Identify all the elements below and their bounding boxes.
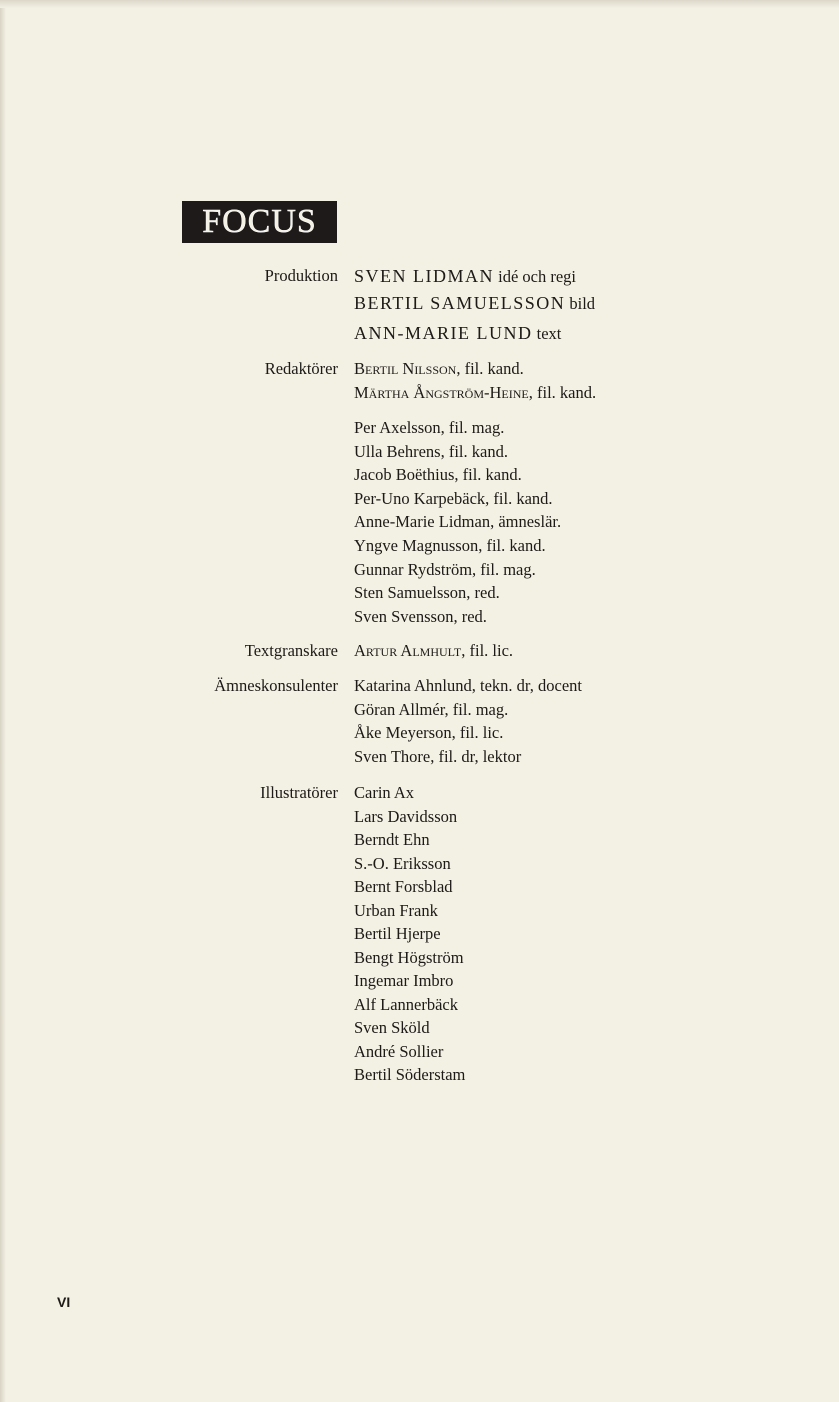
- section-label: Illustratörer: [260, 783, 338, 802]
- person-name: Åke Meyerson, fil. lic.: [354, 723, 504, 743]
- illustrator-row: [0, 875, 839, 899]
- person-name: Bertil Hjerpe: [354, 924, 441, 943]
- title: , fil. kand.: [456, 359, 524, 378]
- entry-value: [354, 581, 500, 605]
- konsulent-row: [0, 674, 839, 698]
- person-name: Per-Uno Karpebäck, fil. kand.: [354, 488, 553, 508]
- section-label: Textgranskare: [244, 641, 338, 660]
- person-name: Sven Thore, fil. dr, lektor: [354, 747, 522, 767]
- person-name: ANN-MARIE LUND: [354, 323, 533, 343]
- person-name: Sven Svensson, red.: [354, 606, 487, 626]
- section-label: Produktion: [264, 266, 338, 285]
- entry-value: [354, 416, 504, 440]
- person-name: André Sollier: [354, 1041, 444, 1061]
- illustrator-row: [0, 1040, 839, 1064]
- illustrator-row: [0, 899, 839, 923]
- person-name: Märtha Ångström-Heine: [354, 383, 529, 402]
- page-top-shadow: [0, 0, 839, 8]
- illustrator-row: [0, 1016, 839, 1040]
- redaktor-member-row: [0, 487, 839, 511]
- person-name: BERTIL SAMUELSSON: [354, 293, 566, 313]
- entry-value: [354, 1063, 465, 1087]
- person-name: Carin Ax: [354, 783, 415, 802]
- illustrator-row: [0, 828, 839, 852]
- logo-text: FOCUS: [202, 203, 317, 240]
- person-name: Sten Samuelsson, red.: [354, 583, 500, 603]
- person-name: Ingemar Imbro: [354, 971, 454, 990]
- illustrator-row: [0, 1063, 839, 1087]
- entry-value: [354, 946, 464, 970]
- produktion-row: [0, 291, 839, 315]
- entry-value: [354, 745, 521, 769]
- illustrator-row: [0, 946, 839, 970]
- entry-value: [354, 698, 508, 722]
- entry-value: [354, 1040, 443, 1064]
- person-name: Bertil Söderstam: [354, 1065, 466, 1084]
- entry-value: [354, 922, 441, 946]
- illustrator-row: [0, 852, 839, 876]
- redaktor-member-row: [0, 440, 839, 464]
- entry-value: [354, 321, 561, 346]
- person-name: SVEN LIDMAN: [354, 266, 494, 286]
- illustrator-row: [0, 969, 839, 993]
- person-name: Lars Davidsson: [354, 806, 458, 826]
- konsulent-row: [0, 721, 839, 745]
- produktion-row: [0, 321, 839, 345]
- person-name: Sven Sköld: [354, 1018, 430, 1037]
- person-name: Yngve Magnusson, fil. kand.: [354, 536, 546, 555]
- entry-value: [354, 828, 430, 852]
- entry-value: [354, 852, 451, 876]
- entry-value: [354, 993, 458, 1017]
- illustrator-row: [0, 805, 839, 829]
- person-name: Bernt Forsblad: [354, 877, 453, 896]
- entry-value: [354, 357, 524, 381]
- redaktor-member-row: [0, 558, 839, 582]
- person-name: Urban Frank: [354, 900, 438, 920]
- entry-value: [354, 781, 414, 805]
- entry-value: [354, 487, 553, 511]
- entry-value: [354, 558, 536, 582]
- entry-value: [354, 264, 576, 289]
- entry-value: [354, 674, 582, 698]
- section-label: Redaktörer: [264, 359, 338, 378]
- redaktor-member-row: [0, 510, 839, 534]
- entry-value: [354, 899, 438, 923]
- redaktor-row: [0, 381, 839, 405]
- page-number: VI: [57, 1294, 71, 1310]
- person-name: Anne-Marie Lidman, ämneslär.: [354, 512, 562, 532]
- produktion-row: [0, 264, 839, 288]
- entry-value: [354, 381, 596, 405]
- entry-value: [354, 440, 508, 464]
- redaktor-member-row: [0, 581, 839, 605]
- focus-logo: [182, 201, 337, 243]
- person-name: Jacob Boëthius, fil. kand.: [354, 465, 522, 485]
- redaktor-member-row: [0, 605, 839, 629]
- entry-value: [354, 605, 487, 629]
- redaktor-member-row: [0, 463, 839, 487]
- person-name: Gunnar Rydström, fil. mag.: [354, 559, 536, 579]
- role: bild: [569, 294, 596, 313]
- entry-value: [354, 510, 561, 534]
- entry-value: [354, 1016, 430, 1040]
- redaktor-member-row: [0, 416, 839, 440]
- textgranskare-row: [0, 639, 839, 663]
- entry-value: [354, 969, 453, 993]
- person-name: Alf Lannerbäck: [354, 994, 458, 1014]
- redaktor-member-row: [0, 534, 839, 558]
- role: text: [536, 324, 562, 343]
- person-name: Berndt Ehn: [354, 830, 430, 849]
- person-name: Katarina Ahnlund, tekn. dr, docent: [354, 676, 582, 695]
- entry-value: [354, 805, 457, 829]
- entry-value: [354, 463, 522, 487]
- redaktor-row: [0, 357, 839, 381]
- title: , fil. kand.: [528, 383, 597, 402]
- person-name: Bertil Nilsson: [354, 359, 457, 378]
- illustrator-row: [0, 993, 839, 1017]
- person-name: Bengt Högström: [354, 947, 464, 967]
- person-name: Artur Almhult: [354, 641, 462, 660]
- konsulent-row: [0, 745, 839, 769]
- entry-value: [354, 291, 595, 316]
- person-name: Per Axelsson, fil. mag.: [354, 418, 505, 437]
- title: , fil. lic.: [461, 641, 514, 660]
- role: idé och regi: [498, 267, 577, 286]
- person-name: S.-O. Eriksson: [354, 853, 451, 873]
- illustrator-row: [0, 922, 839, 946]
- entry-value: [354, 875, 453, 899]
- entry-value: [354, 639, 513, 663]
- entry-value: [354, 534, 546, 558]
- illustrator-row: [0, 781, 839, 805]
- person-name: Ulla Behrens, fil. kand.: [354, 441, 508, 461]
- konsulent-row: [0, 698, 839, 722]
- person-name: Göran Allmér, fil. mag.: [354, 699, 509, 719]
- entry-value: [354, 721, 503, 745]
- section-label: Ämneskonsulenter: [214, 676, 338, 695]
